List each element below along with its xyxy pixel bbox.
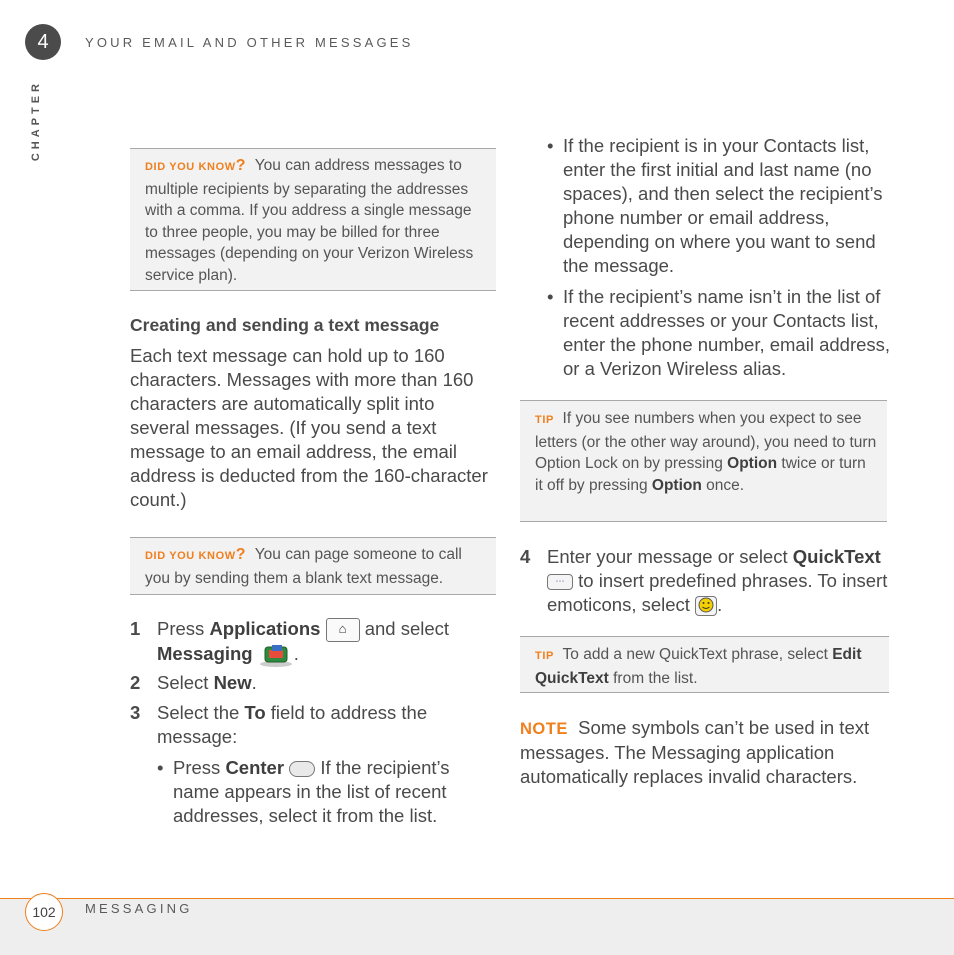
did-you-know-text: You can page someone to call you by sending them a blank text message. <box>145 546 462 587</box>
bullet-item-1: • Press Center If the recipient’s name appears in the list of recent addresses, select it from the list. <box>157 757 450 826</box>
chapter-number-badge: 4 <box>25 24 61 60</box>
chapter-vertical-label: CHAPTER <box>30 80 42 162</box>
quicktext-icon: ⋯ <box>547 574 573 590</box>
chapter-title: YOUR EMAIL AND OTHER MESSAGES <box>85 35 414 50</box>
step-2: 2 Select New. <box>130 672 257 693</box>
center-button-icon <box>289 761 315 777</box>
bullet-dot: • <box>547 135 554 156</box>
step-number: 2 <box>130 672 141 693</box>
bullet-dot: • <box>157 757 164 778</box>
note-paragraph: NOTE Some symbols can’t be used in text messages. The Messaging application automatically replaces invalid characters. <box>520 717 870 787</box>
messaging-label: Messaging <box>157 643 253 665</box>
step-number: 3 <box>130 702 141 723</box>
applications-key-label: Applications <box>209 618 321 639</box>
tip-box-2: TIP To add a new QuickText phrase, select Edit QuickText from the list. <box>520 636 889 693</box>
center-label: Center <box>225 757 285 778</box>
emoticon-icon <box>695 596 717 616</box>
tip-label: TIP <box>535 414 554 426</box>
did-you-know-label: DID YOU KNOW? <box>145 546 247 563</box>
tip-box-1: TIP If you see numbers when you expect to see letters (or the other way around), you need to turn Option Lock on by pressing Option twice or turn it off by pressing Option once. <box>520 400 887 522</box>
tip-label: TIP <box>535 650 554 662</box>
step-number: 4 <box>520 546 531 567</box>
step-1: 1 Press Applications ⌂ and select Messaging . <box>130 617 496 668</box>
did-you-know-text: You can address messages to multiple recipients by separating the addresses with a comma. If you address a single message to three people, you may be billed for three messages (depending on your Verizon Wireless service plan). <box>145 157 474 284</box>
footer-section-title: MESSAGING <box>85 901 193 916</box>
intro-paragraph: Each text message can hold up to 160 characters. Messages with more than 160 characters are automatically split into several messages. (If you send a text message to an email address, the email address is deducted from the 160-character count.) <box>130 345 488 510</box>
edit-quicktext-label: Edit QuickText <box>535 646 862 687</box>
note-label: NOTE <box>520 720 568 738</box>
page-number: 102 <box>25 893 63 931</box>
to-field-label: To <box>244 702 266 723</box>
quicktext-label: QuickText <box>792 546 881 567</box>
messaging-app-icon <box>258 642 294 668</box>
did-you-know-label: DID YOU KNOW? <box>145 157 247 174</box>
step-4: 4 Enter your message or select QuickText ⋯ to insert predefined phrases. To insert emoticons, select . <box>520 546 888 615</box>
option-key-label: Option <box>651 476 702 494</box>
did-you-know-box-2 <box>130 537 496 595</box>
home-key-icon: ⌂ <box>326 618 360 642</box>
section-heading: Creating and sending a text message <box>130 315 440 335</box>
bullet-item-3: • If the recipient’s name isn’t in the list of recent addresses or your Contacts list, enter the phone number, email address, or a Verizon Wireless alias. <box>547 286 891 379</box>
did-you-know-box-1 <box>130 148 496 291</box>
step-number: 1 <box>130 618 141 639</box>
new-label: New <box>213 672 252 693</box>
bullet-dot: • <box>547 286 554 307</box>
option-key-label: Option <box>727 455 778 472</box>
step-3: 3 Select the To field to address the message: <box>130 702 428 747</box>
bullet-item-2: • If the recipient is in your Contacts list, enter the first initial and last name (no spaces), and then select the recipient’s phone number or email address, depending on where you want to send the message. <box>547 135 883 276</box>
